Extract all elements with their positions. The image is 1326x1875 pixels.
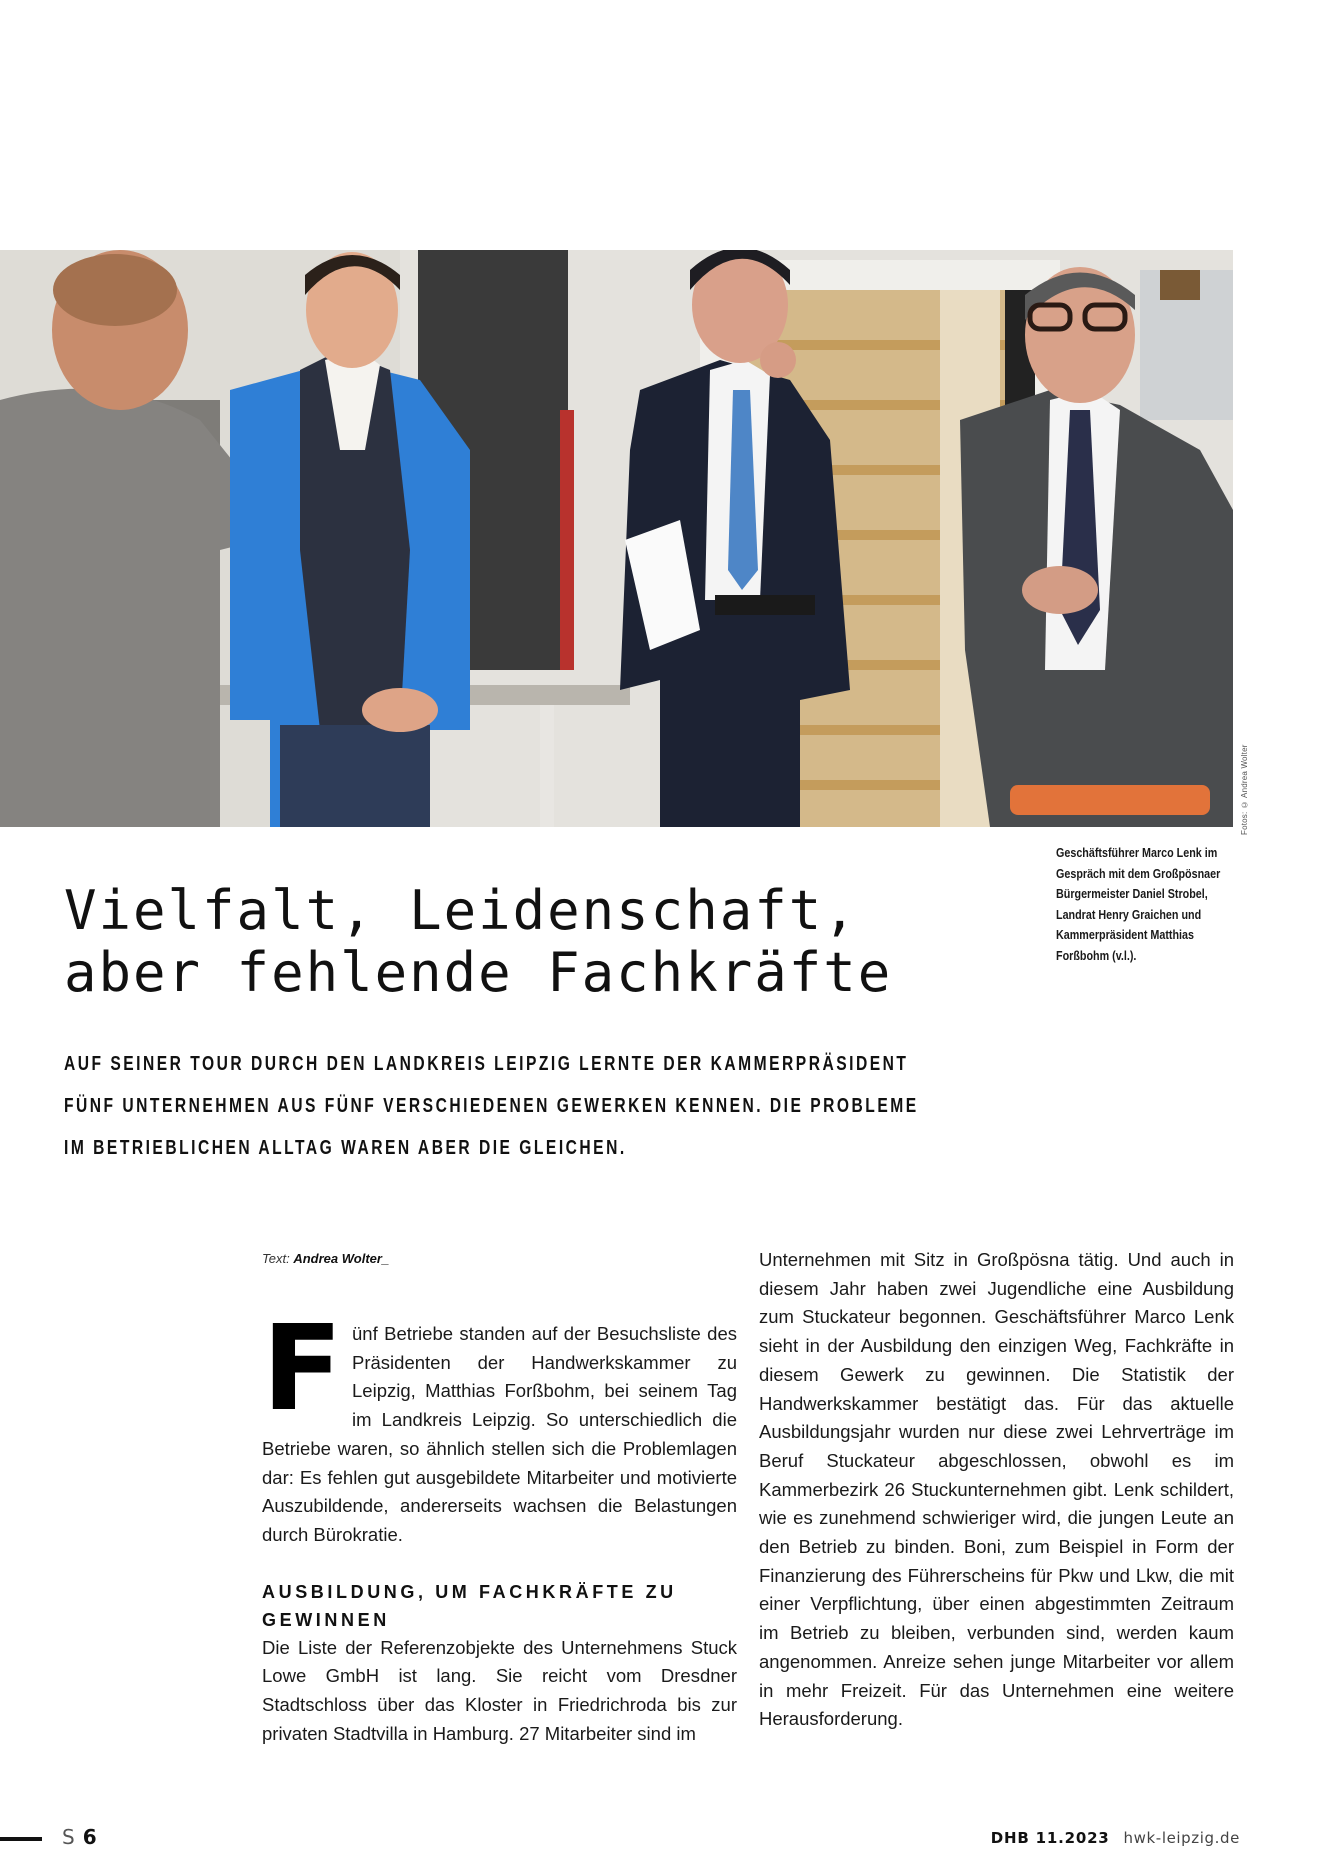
lead-line-3: IM BETRIEBLICHEN ALLTAG WAREN ABER DIE GLEICHEN. <box>64 1137 627 1159</box>
intro-text: ünf Betriebe standen auf der Besuchsliste des Präsidenten der Handwerkskammer zu Leipzig, Matthias Forßbohm, bei seinem Tag im Landkreis Leipzig. So unterschiedlich die Betriebe waren, so ähnlich stellen sich die Problemlagen dar: Es fehlen gut ausgebildete Mitarbeiter und motivierte Auszubildende, andererseits wachsen die Belastungen durch Bürokratie. <box>262 1323 737 1545</box>
photo-caption <box>1056 843 1245 966</box>
article-column-left <box>262 1250 737 1748</box>
lead-line-2: FÜNF UNTERNEHMEN AUS FÜNF VERSCHIEDENEN GEWERKEN KENNEN. DIE PROBLEME <box>64 1095 919 1117</box>
body-paragraph: Unternehmen mit Sitz in Großpösna tätig. Und auch in diesem Jahr haben zwei Jugendliche eine Ausbildung zum Stuckateur begonnen. Geschäftsführer Marco Lenk sieht in der Ausbildung den einzigen Weg, Fachkräfte in diesem Gewerk zu gewinnen. Die Statistik der Handwerkskammer bestätigt das. Für das aktuelle Ausbildungsjahr wurden nur diese zwei Lehrverträge im Beruf Stuckateur abgeschlossen, obwohl es im Kammerbezirk 26 Stuckunternehmen gibt. Lenk schildert, wie es zunehmend schwieriger wird, die jungen Leute an den Betrieb zu binden. Boni, zum Beispiel in Form der Finanzierung des Führerscheins für Pkw und Lkw, die mit einer Verpflichtung, über einen abgestimmten Zeitraum im Betrieb zu bleiben, verbunden sind, werden kaum angenommen. Anreize sehen junge Mitarbeiter vor allem in mehr Freizeit. Für das Unternehmen eine weitere Herausforderung. <box>759 1249 1234 1730</box>
article-headline <box>64 880 1064 1004</box>
caption-line: Landrat Henry Graichen und <box>1056 907 1202 922</box>
workshop-photo-illustration <box>0 250 1233 827</box>
byline-author: Andrea Wolter_ <box>293 1251 390 1266</box>
page-folio <box>62 1825 97 1849</box>
byline <box>262 1250 737 1268</box>
article-photo <box>0 250 1233 827</box>
article-column-right <box>759 1246 1234 1734</box>
footer-publication <box>991 1829 1240 1847</box>
photo-credit: Fotos: © Andrea Wolter <box>1240 744 1249 835</box>
issue-label: DHB 11.2023 <box>990 1829 1110 1847</box>
section-subhead: AUSBILDUNG, UM FACHKRÄFTE ZU GEWINNEN <box>262 1581 677 1630</box>
page-label: S <box>62 1825 75 1849</box>
headline-line-1: Vielfalt, Leidenschaft, <box>64 879 858 942</box>
lead-line-1: AUF SEINER TOUR DURCH DEN LANDKREIS LEIPZIG LERNTE DER KAMMERPRÄSIDENT <box>64 1053 909 1075</box>
caption-line: Gespräch mit dem Großpösnaer <box>1056 866 1221 881</box>
caption-line: Forßbohm (v.l.). <box>1056 948 1137 963</box>
intro-paragraph <box>262 1299 737 1550</box>
article-lead <box>64 1043 1078 1169</box>
caption-line: Bürgermeister Daniel Strobel, <box>1056 887 1208 901</box>
footer-rule <box>0 1837 42 1841</box>
page-number: 6 <box>82 1825 97 1849</box>
caption-line: Geschäftsführer Marco Lenk im <box>1056 846 1218 860</box>
website-link[interactable]: hwk-leipzig.de <box>1123 1829 1240 1847</box>
drop-cap: F <box>262 1299 343 1437</box>
body-paragraph: Die Liste der Referenzobjekte des Unternehmens Stuck Lowe GmbH ist lang. Sie reicht vom Dresdner Stadtschloss über das Kloster in Friedrichroda bis zur privaten Stadtvilla in Hamburg. 27 Mitarbeiter sind im <box>262 1636 737 1744</box>
caption-line: Kammerpräsident Matthias <box>1056 928 1195 942</box>
headline-line-2: aber fehlende Fachkräfte <box>64 941 893 1004</box>
byline-prefix: Text: <box>262 1251 290 1266</box>
